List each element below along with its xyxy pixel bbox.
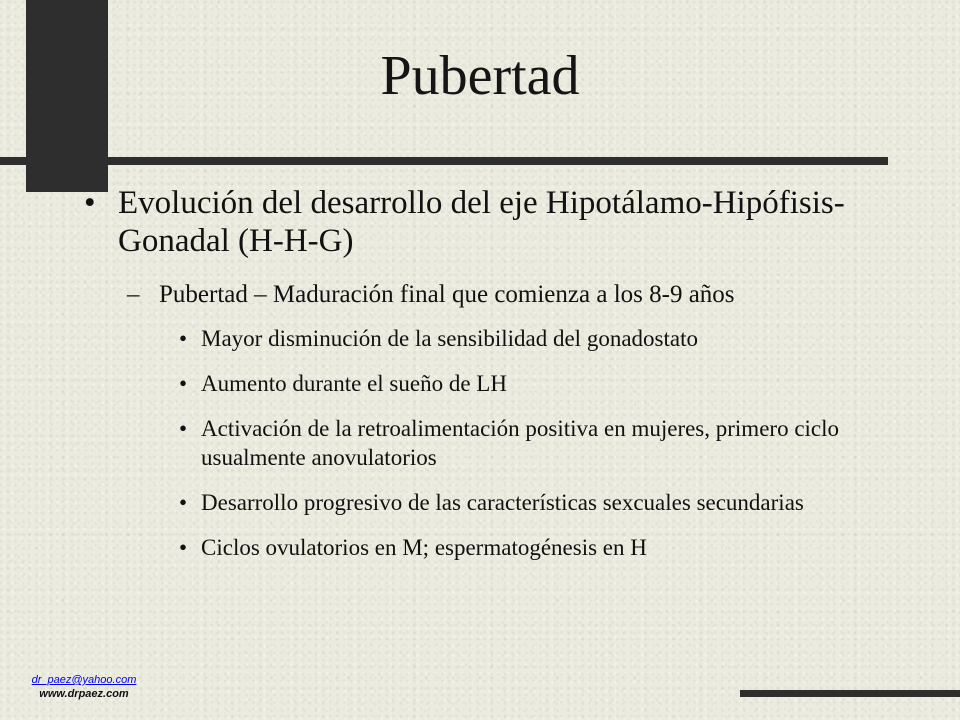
page-title: Pubertad <box>380 45 580 107</box>
sub-bullet-item <box>84 488 914 517</box>
bullet-sub <box>84 280 914 310</box>
sub-bullet-text: Desarrollo progresivo de las características sexcuales secundarias <box>201 490 804 515</box>
sub-bullet-text: Activación de la retroalimentación positiva en mujeres, primero ciclo usualmente anovulatorios <box>201 416 840 470</box>
sub-bullet-item <box>84 369 914 398</box>
bullet-main-text: Evolución del desarrollo del eje Hipotálamo-Hipófisis-Gonadal (H-H-G) <box>118 185 845 259</box>
bullet-marker: • <box>179 416 188 441</box>
sub-bullet-text: Ciclos ovulatorios en M; espermatogénesis en H <box>201 535 647 560</box>
dash-marker: – <box>127 281 140 308</box>
sub-bullet-item <box>84 324 914 353</box>
bullet-marker: • <box>179 371 188 396</box>
sub-bullet-text: Mayor disminución de la sensibilidad del gonadostato <box>201 326 698 351</box>
slide-content <box>84 184 914 578</box>
sub-bullet-item <box>84 414 914 472</box>
title-divider-bar <box>0 157 888 165</box>
bullet-sub-text: Pubertad – Maduración final que comienza a los 8-9 años <box>159 281 735 308</box>
bullet-main <box>84 184 914 260</box>
bullet-marker: • <box>179 535 188 560</box>
email-link[interactable]: dr_paez@yahoo.com <box>31 674 137 686</box>
bullet-marker: • <box>179 326 188 351</box>
bullet-marker: • <box>179 490 188 515</box>
bullet-marker: • <box>84 185 96 221</box>
website-text: www.drpaez.com <box>39 688 129 700</box>
sub-bullet-text: Aumento durante el sueño de LH <box>201 371 507 396</box>
footer-credits <box>18 673 150 701</box>
sub-bullet-item <box>84 533 914 562</box>
bottom-right-bar <box>740 690 960 697</box>
